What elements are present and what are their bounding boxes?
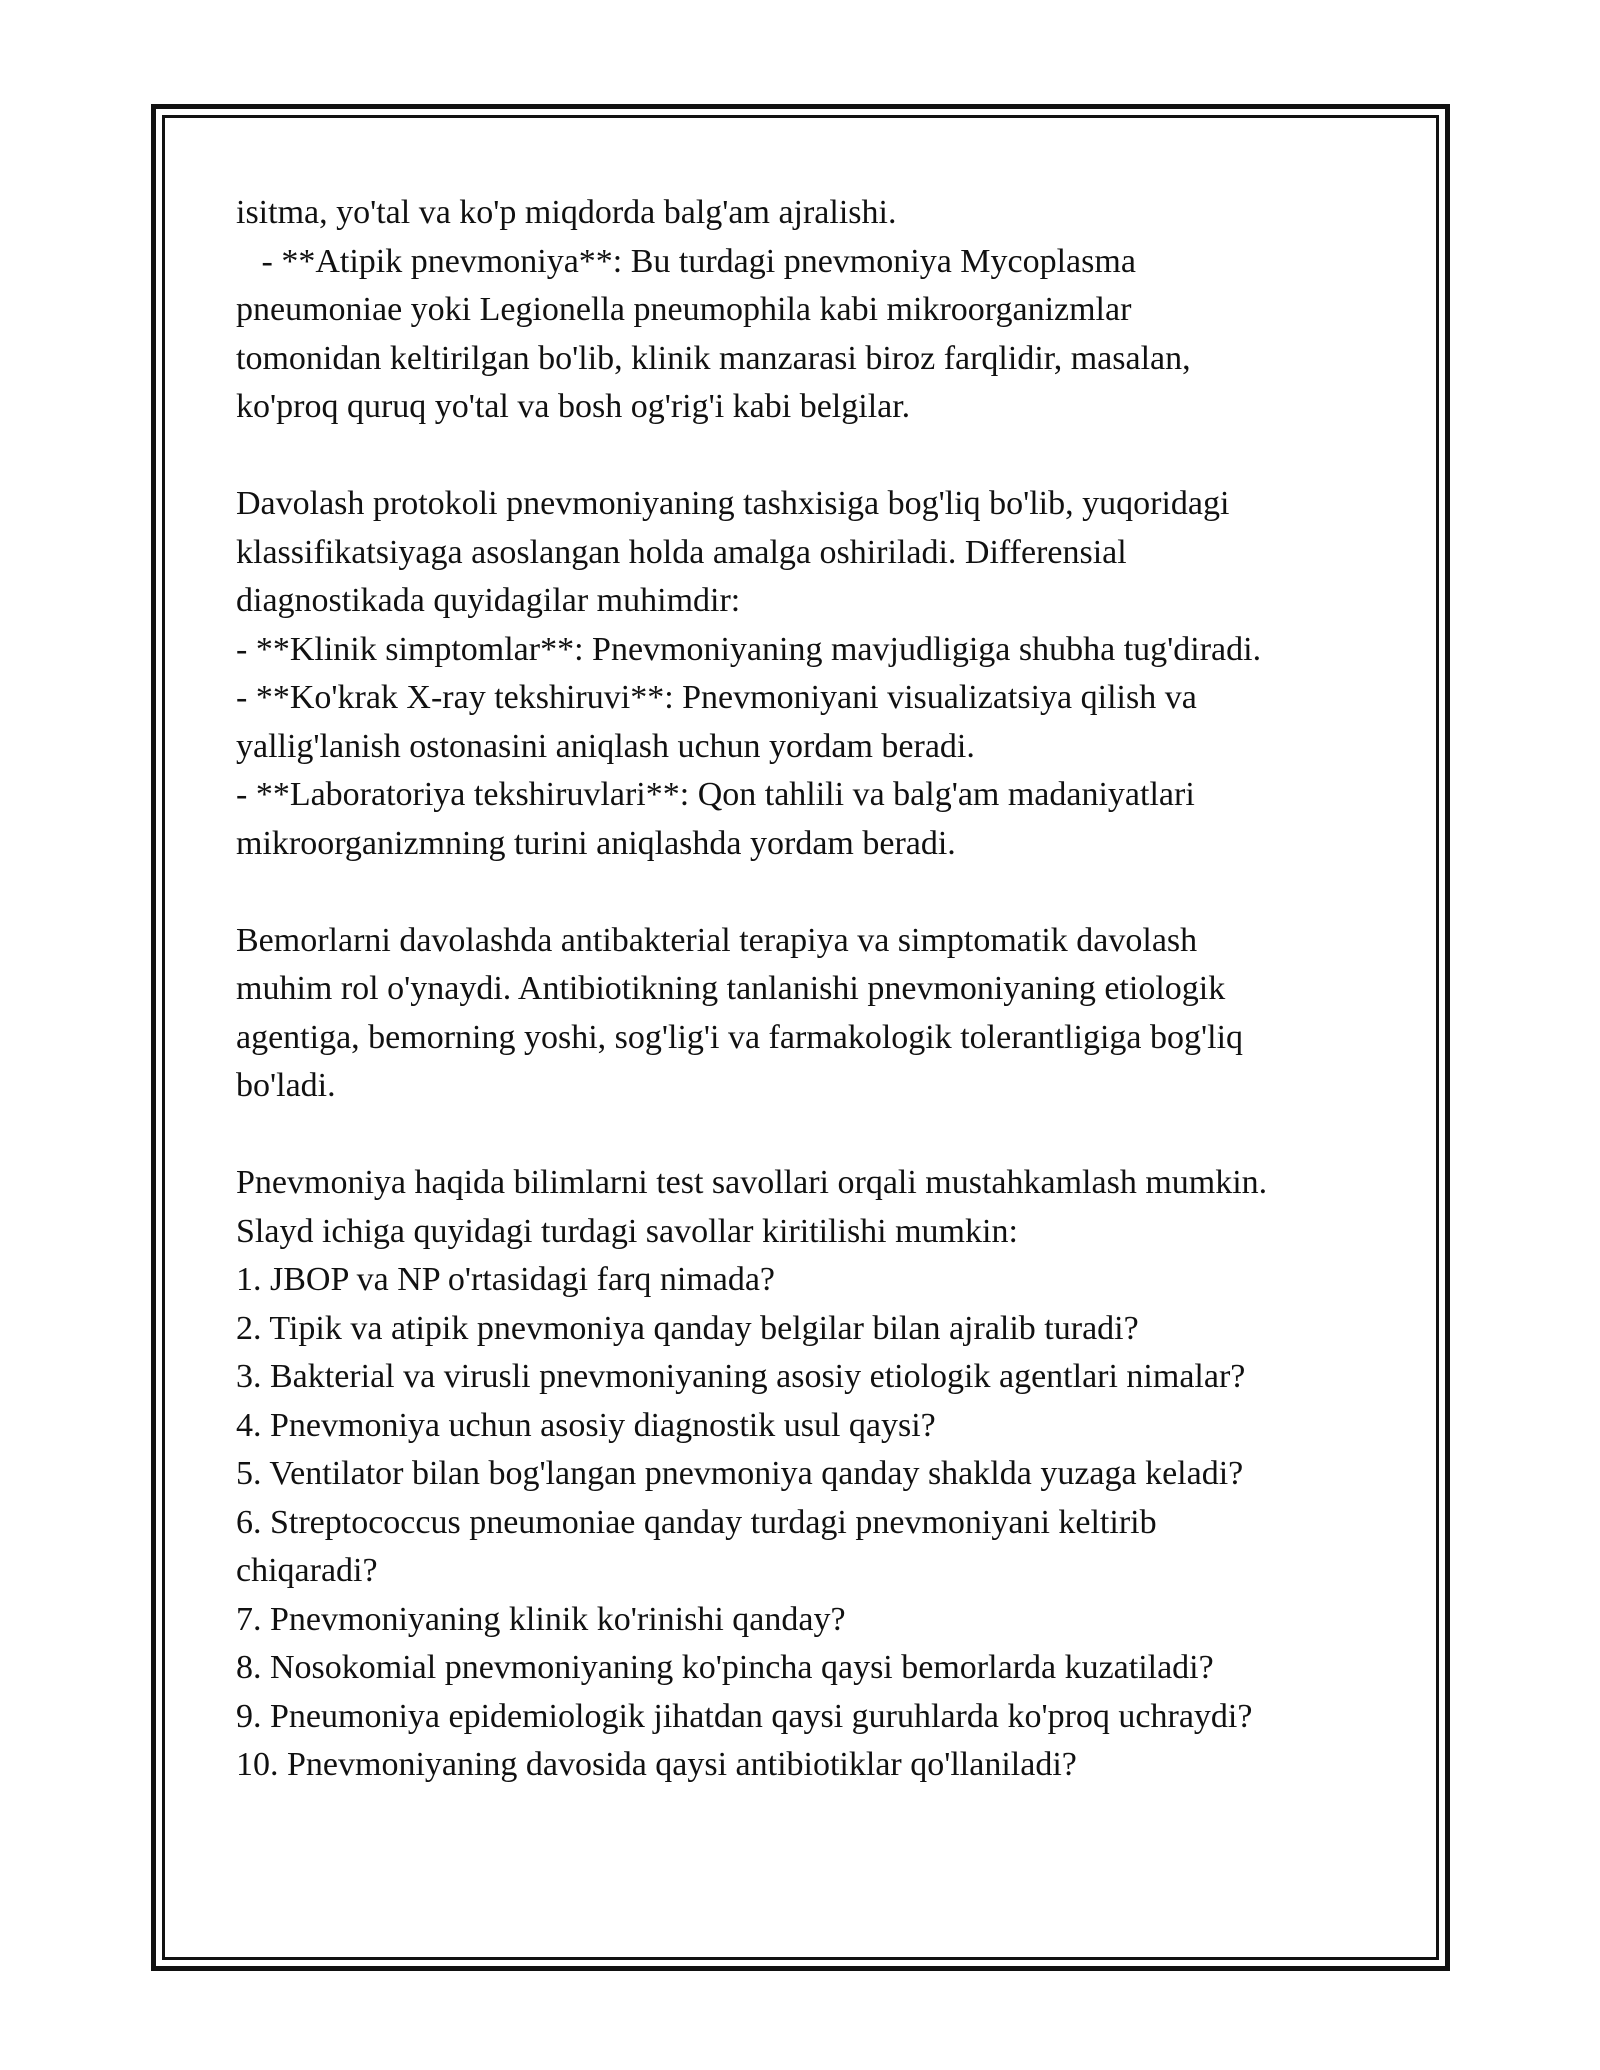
question-item: 7. Pnevmoniyaning klinik ko'rinishi qanday? (236, 1600, 846, 1638)
text-line: Bemorlarni davolashda antibakterial terapiya va simptomatik davolash (236, 921, 1198, 959)
question-item: 6. Streptococcus pneumoniae qanday turdagi pnevmoniyani keltirib (236, 1503, 1157, 1541)
text-line: diagnostikada quyidagilar muhimdir: (236, 582, 741, 619)
text-line: mikroorganizmning turini aniqlashda yordam beradi. (236, 824, 956, 862)
document-body (236, 189, 1366, 1790)
list-item: - **Laboratoriya tekshiruvlari**: Qon tahlili va balg'am madaniyatlari (236, 776, 1195, 813)
text-line: Slayd ichiga quyidagi turdagi savollar kiritilishi mumkin: (236, 1212, 1018, 1250)
paragraph-test-questions (236, 1159, 1366, 1790)
text-line: Davolash protokoli pnevmoniyaning tashxisiga bog'liq bo'lib, yuqoridagi (236, 485, 1230, 522)
text-line: agentiga, bemorning yoshi, sog'lig'i va farmakologik tolerantligiga bog'liq (236, 1018, 1244, 1056)
list-item: - **Ko'krak X-ray tekshiruvi**: Pnevmoniyani visualizatsiya qilish va (236, 679, 1197, 716)
text-line: yallig'lanish ostonasini aniqlash uchun yordam beradi. (236, 727, 975, 765)
text-line: pneumoniae yoki Legionella pneumophila kabi mikroorganizmlar (236, 291, 1132, 328)
text-line: muhim rol o'ynaydi. Antibiotikning tanlanishi pnevmoniyaning etiologik (236, 970, 1226, 1007)
text-line: Pnevmoniya haqida bilimlarni test savollari orqali mustahkamlash mumkin. (236, 1164, 1268, 1201)
text-line: bo'ladi. (236, 1067, 336, 1104)
text-line: ko'proq quruq yo'tal va bosh og'rig'i kabi belgilar. (236, 388, 911, 425)
list-item: - **Klinik simptomlar**: Pnevmoniyaning mavjudligiga shubha tug'diradi. (236, 630, 1262, 668)
question-item: 2. Tipik va atipik pnevmoniya qanday belgilar bilan ajralib turadi? (236, 1309, 1139, 1347)
paragraph-pneumonia-types (236, 189, 1366, 432)
text-line: tomonidan keltirilgan bo'lib, klinik manzarasi biroz farqlidir, masalan, (236, 339, 1191, 377)
text-line: isitma, yo'tal va ko'p miqdorda balg'am ajralishi. (236, 194, 897, 231)
text-line: - **Atipik pnevmoniya**: Bu turdagi pnevmoniya Mycoplasma (236, 242, 1136, 280)
question-item: 4. Pnevmoniya uchun asosiy diagnostik usul qaysi? (236, 1406, 936, 1444)
question-item: 8. Nosokomial pnevmoniyaning ko'pincha qaysi bemorlarda kuzatiladi? (236, 1649, 1214, 1686)
question-item: 9. Pneumoniya epidemiologik jihatdan qaysi guruhlarda ko'proq uchraydi? (236, 1697, 1253, 1735)
paragraph-treatment-protocol (236, 480, 1366, 868)
question-item: 5. Ventilator bilan bog'langan pnevmoniya qanday shaklda yuzaga keladi? (236, 1455, 1244, 1492)
text-line: klassifikatsiyaga asoslangan holda amalga oshiriladi. Differensial (236, 533, 1127, 571)
question-item: 3. Bakterial va virusli pnevmoniyaning asosiy etiologik agentlari nimalar? (236, 1358, 1246, 1395)
question-item: 1. JBOP va NP o'rtasidagi farq nimada? (236, 1261, 776, 1298)
paragraph-antibacterial-therapy (236, 917, 1366, 1111)
text-line: chiqaradi? (236, 1552, 378, 1589)
question-item: 10. Pnevmoniyaning davosida qaysi antibiotiklar qo'llaniladi? (236, 1746, 1077, 1783)
